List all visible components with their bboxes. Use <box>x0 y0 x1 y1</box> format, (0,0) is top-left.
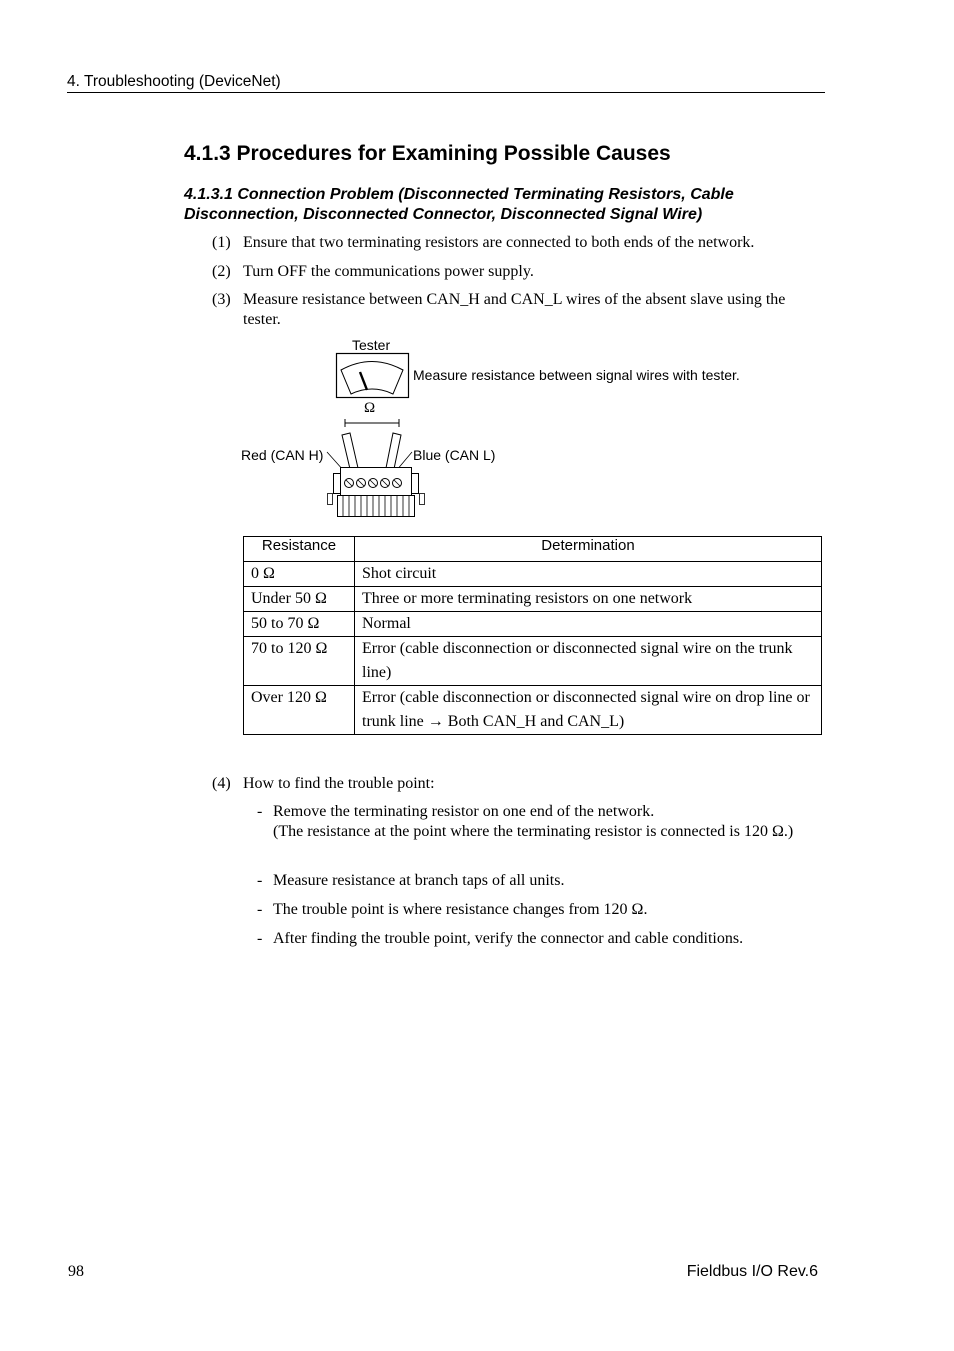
step-text: Measure resistance between CAN_H and CAN_L wires of the absent slave using the tester. <box>243 291 786 328</box>
bullet-text: The trouble point is where resistance changes from 120 Ω. <box>273 901 648 918</box>
tester-drawing <box>320 334 520 520</box>
resistance-cell: Over 120 Ω <box>244 686 355 735</box>
column-header: Resistance <box>244 537 355 562</box>
running-head: 4. Troubleshooting (DeviceNet) <box>67 73 281 90</box>
bullet-note: (The resistance at the point where the terminating resistor is connected is 120 Ω.) <box>273 823 794 840</box>
subsection-title: 4.1.3.1 Connection Problem (Disconnected Terminating Resistors, Cable Disconnection, Disconnected Connector, Disconnected Signal Wire) <box>184 186 734 223</box>
column-header: Determination <box>355 537 822 562</box>
bullet-text: After finding the trouble point, verify the connector and cable conditions. <box>273 930 744 947</box>
determination-cell: Error (cable disconnection or disconnected signal wire on the trunk line) <box>355 637 822 686</box>
section-title: 4.1.3 Procedures for Examining Possible Causes <box>184 142 671 165</box>
step-text: How to find the trouble point: <box>243 775 435 792</box>
table-row <box>244 587 822 612</box>
step-number: (2) <box>212 263 231 280</box>
meter-dial <box>341 362 403 395</box>
red-probe-label: Red (CAN H) <box>241 447 324 463</box>
step-number: (4) <box>212 775 231 792</box>
resistance-cell: 70 to 120 Ω <box>244 637 355 686</box>
document-title: Fieldbus I/O Rev.6 <box>686 1263 818 1280</box>
table-header-row <box>244 537 822 562</box>
resistance-cell: 50 to 70 Ω <box>244 612 355 637</box>
tester-label: Tester <box>352 337 391 353</box>
table-row <box>244 562 822 587</box>
resistance-cell: 0 Ω <box>244 562 355 587</box>
table-row <box>244 612 822 637</box>
determination-cell: Three or more terminating resistors on one network <box>355 587 822 612</box>
determination-cell: Normal <box>355 612 822 637</box>
bullet-text: Remove the terminating resistor on one end of the network. <box>273 803 655 820</box>
resistance-table <box>243 536 822 735</box>
ohm-symbol: Ω <box>364 400 376 416</box>
header-rule <box>67 92 825 93</box>
table-row <box>244 686 822 735</box>
step-text: Turn OFF the communications power supply. <box>243 263 534 280</box>
determination-cell: Error (cable disconnection or disconnected signal wire on drop line or trunk line → Both CAN_H and CAN_L) <box>355 686 822 735</box>
table-row <box>244 637 822 686</box>
step-text: Ensure that two terminating resistors are connected to both ends of the network. <box>243 234 755 251</box>
step-number: (1) <box>212 234 231 251</box>
connector <box>328 468 425 517</box>
bullet-text: Measure resistance at branch taps of all units. <box>273 872 565 889</box>
blue-probe-label: Blue (CAN L) <box>413 447 496 463</box>
step-number: (3) <box>212 291 231 308</box>
measure-note: Measure resistance between signal wires with tester. <box>413 367 740 383</box>
resistance-cell: Under 50 Ω <box>244 587 355 612</box>
determination-cell: Shot circuit <box>355 562 822 587</box>
page-number: 98 <box>68 1263 84 1280</box>
